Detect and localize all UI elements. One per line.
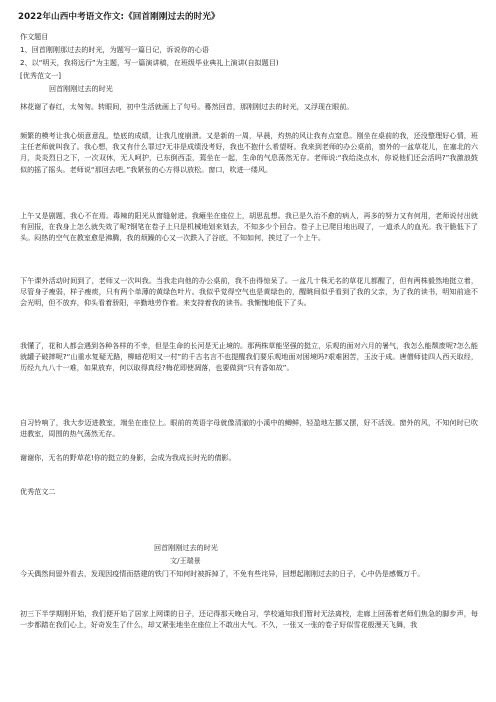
paragraph-2: 频繁的模考让我心烦意意乱，垫底的成绩，让我几度崩溃。又是新的一周，早晨，灼热的风让我有点窒息。刚坐在桌前的我，还没整理好心情，班主任老师就叫我了。我心想，我又有什么罪过?无非是成绩没考好，我也不抱什么希望呀。我来到老师的办公桌前，窗外的一盆草花儿，在塞北的六月，炎炎烈日之下，一次双休，无人呵护，已东倒西歪，蔫坐在一起，生命的气息荡然无存。老师说:“我给浇点水，你说他们还会活吗?”我激浪鼓似的摇了摇头。老师说“那回去吧。”我紧张的心方得以放松。窗口，吹进一缕风。 bbox=[20, 131, 478, 174]
subtitle: 作文题目 bbox=[20, 32, 49, 41]
prompt-2: 2、以“明天，我将远行”为主题，写一篇演讲稿，在班级毕业典礼上演讲(自拟题目) bbox=[20, 58, 279, 67]
paragraph-1: 林花谢了春红，太匆匆。转眼间，初中生活就画上了句号。蓦然回首，那刚刚过去的时光，又浮现在眼前。 bbox=[20, 102, 354, 111]
sample-2-label: 优秀范文二 bbox=[20, 487, 56, 496]
sample-1-title: 回首刚刚过去的时光 bbox=[49, 84, 113, 93]
document-title: 2022年山西中考语文作文:《回首刚刚过去的时光》 bbox=[18, 12, 220, 22]
sample-2-author: 文/王瑞景 bbox=[170, 556, 201, 565]
sample-2-title: 回首刚刚过去的时光 bbox=[154, 543, 218, 552]
paragraph-4: 下午课外活动时间到了，老师又一次叫我。当我走向他的办公桌前，我不由得惊呆了。一盆几十株无名的草花儿都醒了，但有两株毅然地挺立着，尽管身子瘦弱，样子瘦痰，只有两个单薄的黄绿色叶片。我似乎觉得空气也是黄绿色的，醒眺间似乎看到了我的父亲，为了我的读书，明知前途不会光明，但不放弃，仰头看着骄阳，辛勤地劳作着。来支持着我的读书。我惭愧地低下了头。 bbox=[20, 276, 478, 308]
paragraph-9: 初三下半学期刚开始，我们便开始了居家上网课的日子，还记得那天晚自习，学校通知我们暂时无法离校，走廊上回荡着老师们焦急的脚步声，每一步都踏在我们心上，好奇发生了什么，却又紧张地坐在座位上不敢出大气。不久，一张又一张的卷子好似雪花般漫天飞舞，我 bbox=[20, 609, 478, 630]
paragraph-7: 谢谢你，无名的野草花!你的挺立的身影，会成为我成长时光的倩影。 bbox=[20, 453, 236, 462]
paragraph-6: 自习铃响了，我大步迈进教室，端坐在座位上。眼前的英语字母就像清澈的小溪中的鲫鲜，轻盈地左挪又摆，好不活泼。窗外的风，不知何时已吹进教室，周围的热气荡然无存。 bbox=[20, 418, 478, 439]
paragraph-5: 我懂了，花和人都会遇到各种各样的不幸，但是生命的长河是无止境的。那两株草能坚强的挺立，乐观的面对六月的暑气，我怎么能颓废呢?怎么能就罐子破摔呢?“山重水复疑无路，柳暗花明又一村”的千古名言不也提醒我们要乐观地面对困境吗?艰难困苦，玉汝于成。唐僧师徒四人西天取经，历经九九八十一难，如果放弃，何以取得真经?梅花即使凋落，也要做到“只有香如故”。 bbox=[20, 341, 478, 373]
sample-1-label: [优秀范文一] bbox=[20, 71, 62, 80]
paragraph-8: 今天偶然间留外看去，发现因疫情而搭建的铁门不知何时被拆掉了，不免有些诧异，回想起刚刚过去的日子，心中仍是感慨万千。 bbox=[20, 569, 425, 578]
prompt-1: 1、回首刚刚那过去的时光，为题写一篇日记，诉说你的心语 bbox=[20, 45, 209, 54]
paragraph-3: 上午又是剧题，我心不在焉。毒辣的阳光从窗缝射进。我瘫坐在座位上，胡思乱想。我已是久治不愈的病人，再多的努力又有何用，老师说付出就有回报，在我身上怎么就失效了呢?钢笔在卷子上只是机械地划来划去，不知多少个回合。卷子上已爬目地出现了，一道杀人的血光。我干脆低下了头。闷热的空气在教室愈是沸腾，我的烦躁的心又一次跌入了谷底，不知如何，挨过了一个上午。 bbox=[20, 211, 478, 243]
